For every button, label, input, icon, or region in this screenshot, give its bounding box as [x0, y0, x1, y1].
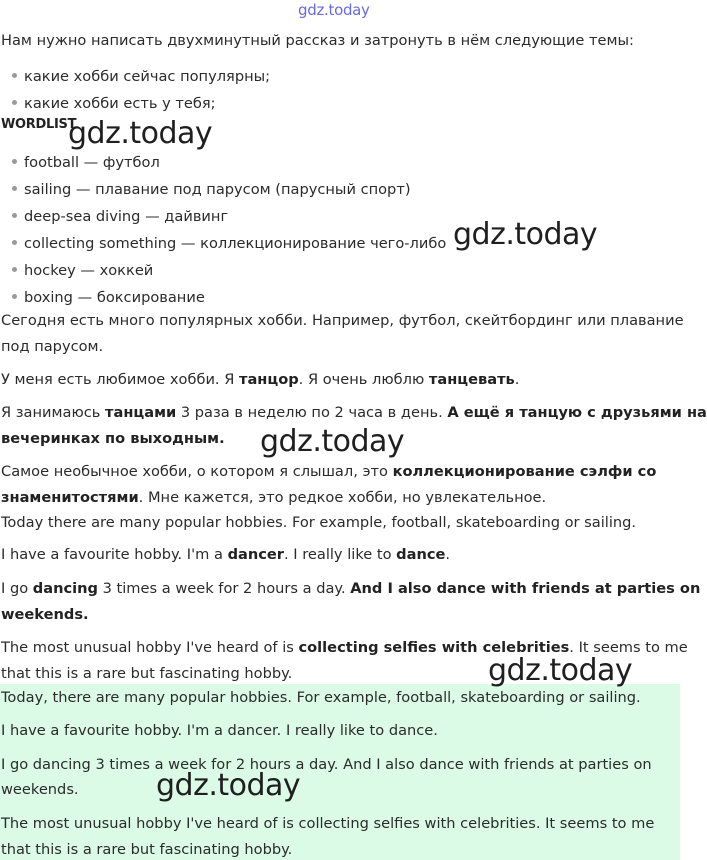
ru-paragraph-4-line-1: Самое необычное хобби, о котором я слышал, это коллекционирование сэлфи со [1, 463, 657, 480]
topic-item: какие хобби сейчас популярны; [12, 68, 270, 86]
en-paragraph-4-line-1: The most unusual hobby I've heard of is collecting selfies with celebrities. It seems to me [1, 639, 688, 656]
answer-paragraph-3-line-1: I go dancing 3 times a week for 2 hours a day. And I also dance with friends at parties on [1, 756, 652, 773]
watermark-text: gdz.today [453, 217, 598, 252]
wordlist-item: football — футбол [12, 154, 160, 172]
ru-paragraph-3-line-1: Я занимаюсь танцами 3 раза в неделю по 2 часа в день. А ещё я танцую с друзьями на [1, 404, 707, 421]
bullet-icon [12, 73, 17, 78]
bullet-icon [12, 159, 17, 164]
ru-paragraph-1-line-1: Сегодня есть много популярных хобби. Например, футбол, скейтбординг или плавание [1, 312, 684, 329]
watermark-text: gdz.today [68, 116, 213, 151]
topic-item: какие хобби есть у тебя; [12, 95, 216, 113]
ru-paragraph-3-line-2: вечеринках по выходным. [1, 430, 225, 447]
intro-text: Нам нужно написать двухминутный рассказ и затронуть в нём следующие темы: [1, 32, 634, 49]
bullet-icon [12, 294, 17, 299]
answer-paragraph-2: I have a favourite hobby. I'm a dancer. I really like to dance. [1, 722, 438, 739]
site-watermark-top[interactable]: gdz.today [298, 1, 370, 19]
watermark-text: gdz.today [488, 653, 633, 688]
en-paragraph-4-line-2: that this is a rare but fascinating hobby. [1, 665, 293, 682]
en-paragraph-1: Today there are many popular hobbies. For example, football, skateboarding or sailing. [1, 514, 637, 531]
bullet-icon [12, 267, 17, 272]
wordlist-item: collecting something — коллекционирование чего-либо [12, 235, 446, 253]
answer-paragraph-4-line-2: that this is a rare but fascinating hobby. [1, 841, 293, 858]
bullet-icon [12, 213, 17, 218]
en-paragraph-3-line-1: I go dancing 3 times a week for 2 hours a day. And I also dance with friends at parties on [1, 580, 701, 597]
watermark-text: gdz.today [260, 424, 405, 459]
watermark-text: gdz.today [156, 768, 301, 803]
bullet-icon [12, 240, 17, 245]
bullet-icon [12, 100, 17, 105]
wordlist-item: hockey — хоккей [12, 262, 153, 280]
wordlist-item: boxing — боксирование [12, 289, 205, 307]
ru-paragraph-2: У меня есть любимое хобби. Я танцор. Я очень люблю танцевать. [1, 371, 520, 388]
en-paragraph-2: I have a favourite hobby. I'm a dancer. I really like to dance. [1, 546, 451, 563]
ru-paragraph-4-line-2: знаменитостями. Мне кажется, это редкое хобби, но увлекательное. [1, 489, 547, 506]
wordlist-heading: WORDLIST [1, 117, 77, 132]
wordlist-item: deep-sea diving — дайвинг [12, 208, 228, 226]
ru-paragraph-1-line-2: под парусом. [1, 338, 104, 355]
answer-paragraph-3-line-2: weekends. [1, 781, 79, 798]
answer-paragraph-1: Today, there are many popular hobbies. For example, football, skateboarding or sailing. [1, 689, 641, 706]
wordlist-item: sailing — плавание под парусом (парусный спорт) [12, 181, 411, 199]
answer-paragraph-4-line-1: The most unusual hobby I've heard of is collecting selfies with celebrities. It seems to me [1, 815, 655, 832]
en-paragraph-3-line-2: weekends. [1, 606, 89, 623]
bullet-icon [12, 186, 17, 191]
